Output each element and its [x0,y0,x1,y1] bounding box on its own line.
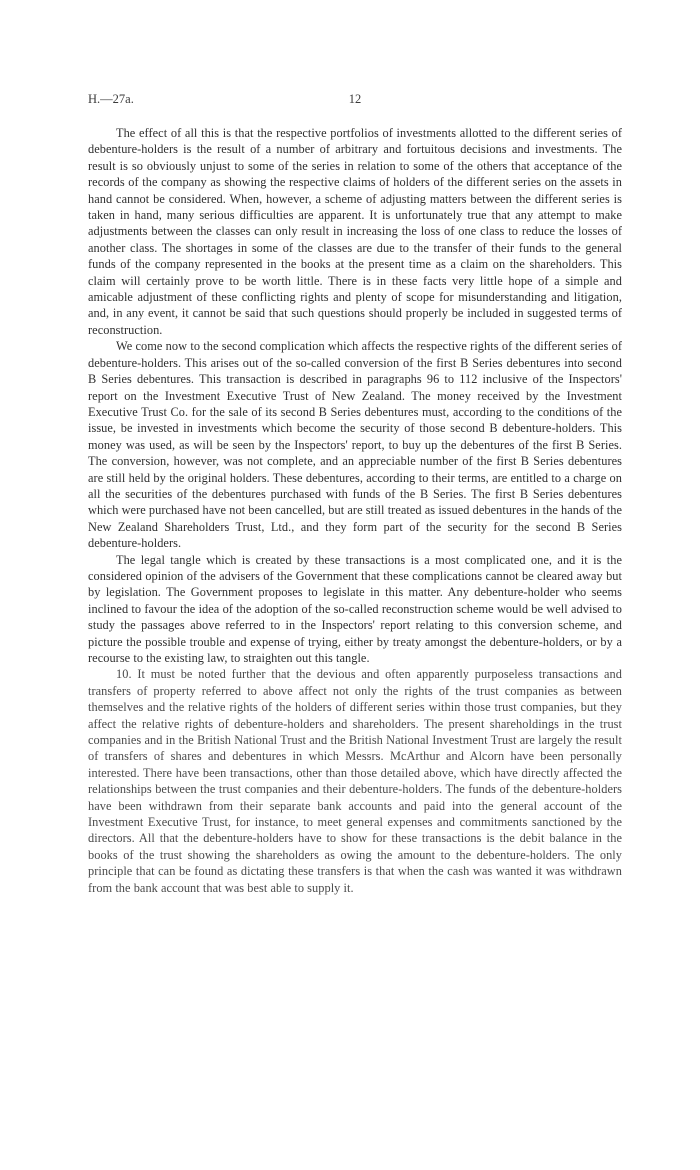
paragraph: 10. It must be noted further that the devious and often apparently purposeless transactions and transfers of property referred to above affect not only the rights of the trust companies as between themselves and the relative rights of the holders of different series within those trust companies, but they affect the relative rights of debenture-holders and shareholders. The present shareholdings in the trust companies and in the British National Trust and the British National Investment Trust are largely the result of transfers of shares and debentures in which Messrs. McArthur and Alcorn have been personally interested. There have been transactions, other than those detailed above, which have directly affected the relationships between the trust companies and their debenture-holders. The funds of the debenture-holders have been withdrawn from their separate bank accounts and paid into the general account of the Investment Executive Trust, for instance, to meet general expenses and commitments sanctioned by the directors. All that the debenture-holders have to show for these transactions is the debit balance in the books of the trust showing the shareholders as owing the amount to the debenture-holders. The only principle that can be found as dictating these transfers is that when the cash was wanted it was withdrawn from the bank account that was best able to supply it. [88,667,622,895]
page-number: 12 [348,92,362,106]
page-header [88,92,622,108]
paragraph: The effect of all this is that the respective portfolios of investments allotted to the different series of debenture-holders is the result of a number of arbitrary and fortuitous decisions and investments. The result is so obviously unjust to some of the series in relation to some of the others that acceptance of the records of the company as showing the respective claims of holders of the different series on the assets in hand cannot be considered. When, however, a scheme of adjusting matters between the different series is taken in hand, many serious difficulties are apparent. It is unfortunately true that any attempt to make adjustments between the classes can only result in increasing the loss of one class to reduce the losses of another class. The shortages in some of the classes are due to the transfer of their funds to the general funds of the company represented in the books at the present time as a claim on the shareholders. This claim will certainly prove to be worth little. There is in these facts very little hope of a simple and amicable adjustment of these conflicting rights and plenty of scope for misunderstanding and litigation, and, in any event, it cannot be said that such questions should properly be included in suggested terms of reconstruction. [88,126,622,337]
paragraph: The legal tangle which is created by these transactions is a most complicated one, and it is the considered opinion of the advisers of the Government that these complications cannot be cleared away but by legislation. The Government proposes to legislate in this matter. Any debenture-holder who seems inclined to favour the idea of the adoption of the so-called reconstruction scheme would be well advised to study the passages above referred to in the Inspectors' report relating to this conversion scheme, and picture the possible trouble and expense of trying, either by treaty amongst the debenture-holders, or by a recourse to the existing law, to straighten out this tangle. [88,552,622,665]
paragraph: We come now to the second complication which affects the respective rights of the different series of debenture-holders. This arises out of the so-called conversion of the first B Series debentures into second B Series debentures. This transaction is described in paragraphs 96 to 112 inclusive of the Inspectors' report on the Investment Executive Trust of New Zealand. The money received by the Investment Executive Trust Co. for the sale of its second B Series debentures must, according to the conditions of the issue, be invested in investments which become the security of those second B debenture-holders. This money was used, as will be seen by the Inspectors' report, to buy up the debentures of the first B Series. The conversion, however, was not complete, and an appreciable number of the first B Series debentures are still held by the original holders. These debentures, according to their terms, are entitled to a charge on all the securities of the debentures purchased with funds of the B Series. The first B Series debentures which were purchased have not been cancelled, but are still treated as issued debentures in the hands of the New Zealand Shareholders Trust, Ltd., and they form part of the security for the second B Series debenture-holders. [88,339,622,551]
document-reference: H.—27a. [88,92,134,106]
body-text [88,125,622,896]
